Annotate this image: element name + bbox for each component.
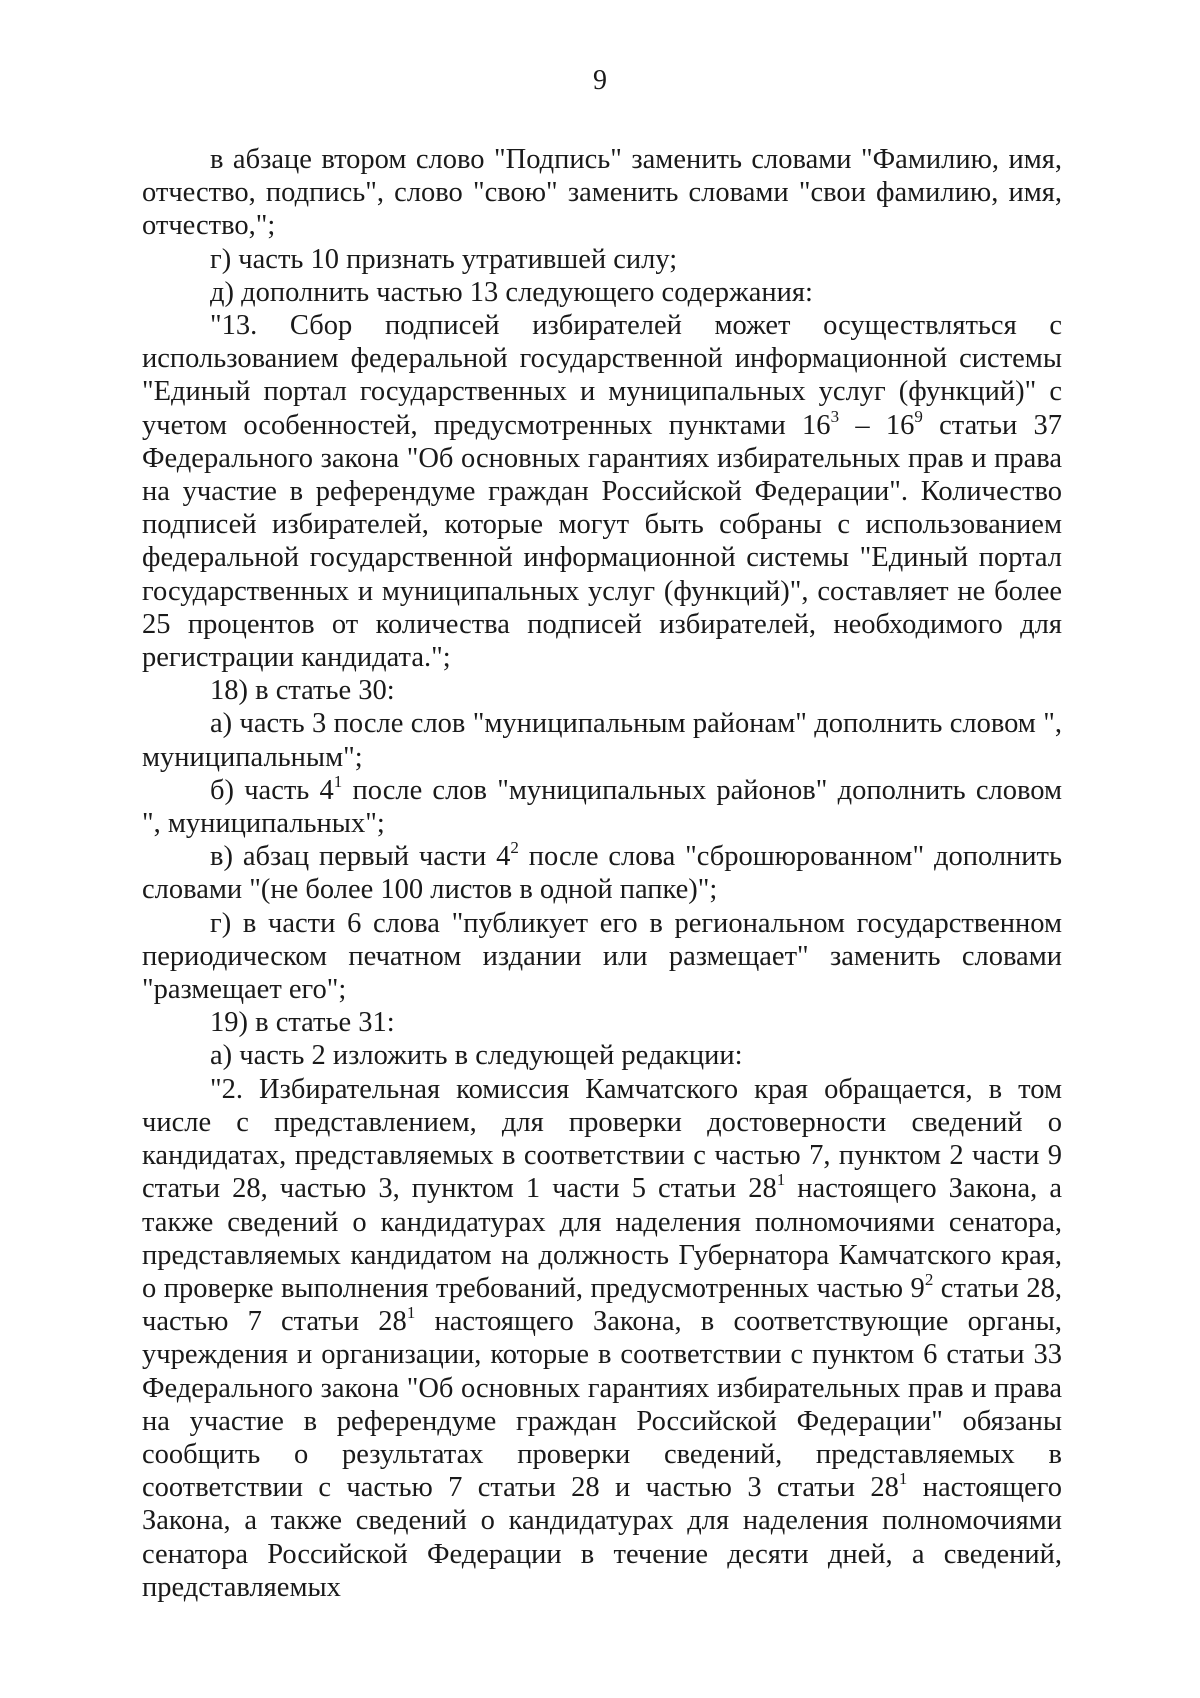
paragraph-text: "13. Сбор подписей избирателей может осуществляться с использованием федеральной государственной информационной системы "Единый портал государственных и муниципальных услуг (функций)" с учетом особенностей, предусмотренных пунктами 16 bbox=[142, 310, 1062, 441]
document-body bbox=[142, 143, 1062, 1604]
superscript-index: 1 bbox=[898, 1469, 908, 1489]
paragraph-text: г) в части 6 слова "публикует его в региональном государственном периодическом печатном издании или размещает" заменить словами "размещает его"; bbox=[142, 907, 1062, 1006]
paragraph bbox=[142, 309, 1062, 674]
paragraph bbox=[142, 707, 1062, 773]
paragraph-text: в) абзац первый части 4 bbox=[210, 841, 511, 873]
superscript-index: 2 bbox=[924, 1269, 934, 1289]
superscript-index: 2 bbox=[510, 838, 519, 858]
superscript-index: 3 bbox=[830, 406, 840, 426]
paragraph bbox=[142, 143, 1062, 243]
paragraph-text: статьи 37 Федерального закона "Об основных гарантиях избирательных прав и права на участие в референдуме граждан Российской Федерации". Количество подписей избирателей, которые могут быть собраны с использованием федеральной государственной информационной системы "Единый портал государственных и муниципальных услуг (функций)", составляет не более 25 процентов от количества подписей избирателей, необходимого для регистрации кандидата."; bbox=[142, 409, 1063, 674]
paragraph-text: настоящего Закона, в соответствующие органы, учреждения и организации, которые в соответствии с пунктом 6 статьи 33 Федерального закона "Об основных гарантиях избирательных прав и права на участие в референдуме граждан Российской Федерации" обязаны сообщить о результатах проверки сведений, представляемых в соответствии с частью 7 статьи 28 и частью 3 статьи 28 bbox=[142, 1306, 1062, 1504]
paragraph bbox=[142, 1073, 1062, 1604]
paragraph bbox=[142, 1039, 1062, 1072]
paragraph-text: после слов "муниципальных районов" дополнить словом ", муниципальных"; bbox=[142, 774, 1063, 840]
paragraph bbox=[142, 907, 1062, 1007]
paragraph-text: а) часть 3 после слов "муниципальным районам" дополнить словом ", муниципальным"; bbox=[142, 708, 1062, 773]
paragraph-text: в абзаце втором слово "Подпись" заменить словами "Фамилию, имя, отчество, подпись", слово "свою" заменить словами "свои фамилию, имя, отчество,"; bbox=[142, 144, 1062, 242]
paragraph-text: настоящего Закона, а также сведений о кандидатурах для наделения полномочиями сенатора Российской Федерации в течение десяти дней, а сведений, представляемых bbox=[142, 1472, 1062, 1603]
paragraph bbox=[142, 1006, 1062, 1039]
paragraph-text: – 16 bbox=[839, 409, 915, 441]
paragraph-text: "2. Избирательная комиссия Камчатского края обращается, в том числе с представлением, для проверки достоверности сведений о кандидатах, представляемых в соответствии с частью 7, пунктом 2 части 9 статьи 28, частью 3, пунктом 1 части 5 статьи 28 bbox=[142, 1073, 1062, 1205]
superscript-index: 1 bbox=[776, 1170, 786, 1190]
paragraph bbox=[142, 674, 1062, 707]
superscript-index: 1 bbox=[406, 1303, 416, 1323]
paragraph-text: 19) в статье 31: bbox=[210, 1007, 395, 1039]
page-number: 9 bbox=[593, 65, 607, 96]
paragraph-text: после слова "сброшюрованном" дополнить словами "(не более 100 листов в одной папке)"; bbox=[142, 841, 1063, 906]
paragraph-text: 18) в статье 30: bbox=[210, 675, 395, 707]
paragraph bbox=[142, 276, 1062, 309]
paragraph bbox=[142, 771, 1063, 840]
paragraph-text: д) дополнить частью 13 следующего содержания: bbox=[210, 276, 813, 308]
paragraph-text: г) часть 10 признать утратившей силу; bbox=[210, 243, 678, 275]
paragraph-text: а) часть 2 изложить в следующей редакции: bbox=[210, 1040, 743, 1072]
paragraph-text: настоящего Закона, а также сведений о кандидатурах для наделения полномочиями сенатора, представляемых кандидатом на должность Губернатора Камчатского края, о проверке выполнения требований, предусмотренных частью 9 bbox=[142, 1173, 1062, 1304]
superscript-index: 1 bbox=[333, 771, 343, 791]
paragraph bbox=[142, 243, 1062, 276]
paragraph bbox=[142, 840, 1062, 906]
paragraph-text: б) часть 4 bbox=[210, 774, 334, 806]
superscript-index: 9 bbox=[914, 406, 923, 426]
paragraph-text: статьи 28, частью 7 статьи 28 bbox=[142, 1272, 1062, 1338]
